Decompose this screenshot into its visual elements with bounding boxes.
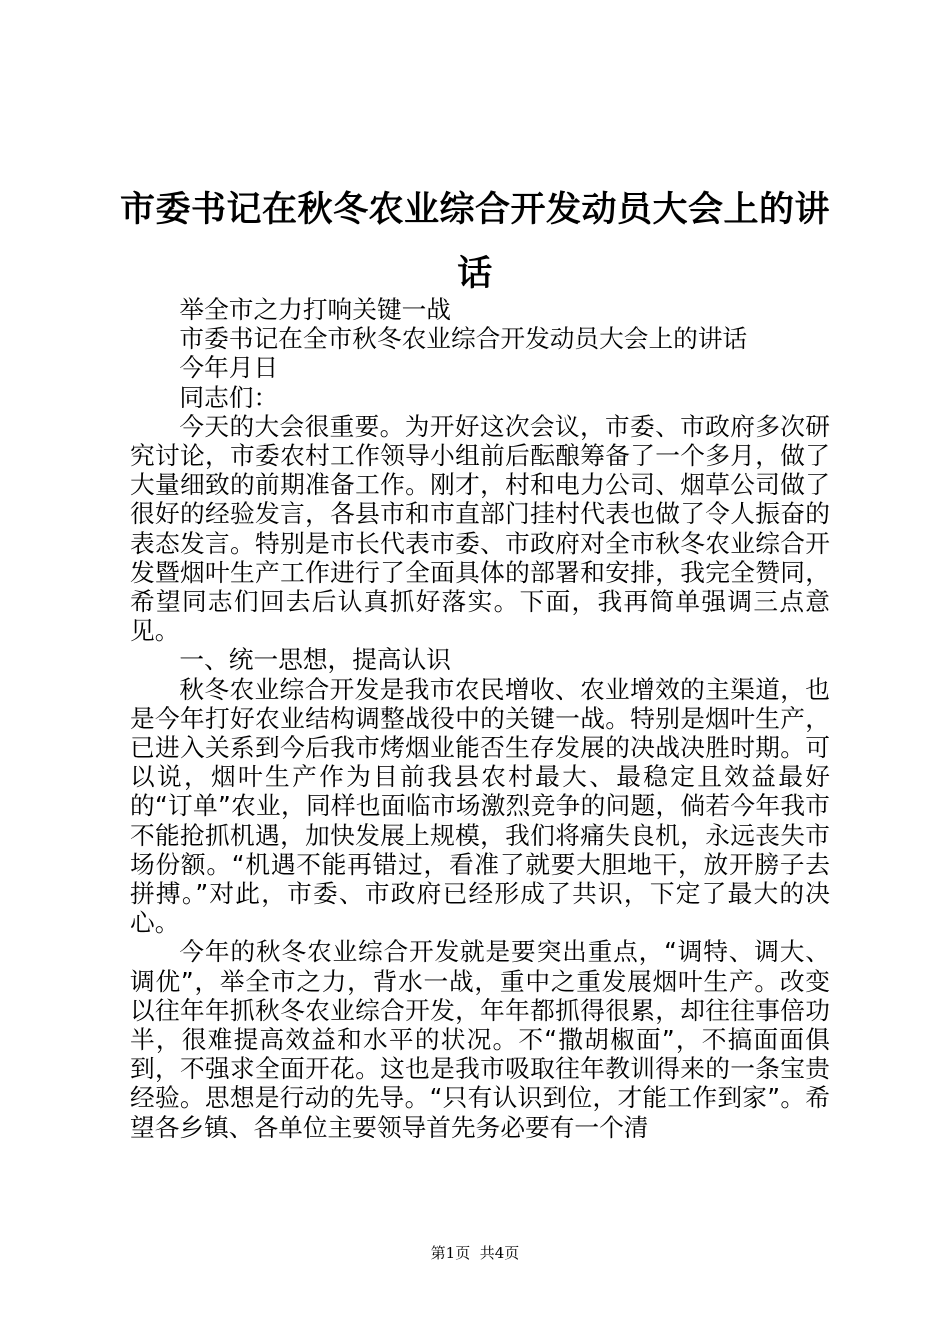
subtitle-slogan: 举全市之力打响关键一战 — [179, 295, 451, 324]
paragraph-section1-a: 秋冬农业综合开发是我市农民增收、农业增效的主渠道，也是今年打好农业结构调整战役中的关键一战。特别是烟叶生产，已进入关系到今后我市烤烟业能否生存发展的决战决胜时期。可以说，烟叶生产作为目前我县农村最大、最稳定且效益最好的“订单”农业，同样也面临市场激烈竞争的问题，倘若今年我市不能抢抓机遇，加快发展上规模，我们将痛失良机，永远丧失市场份额。“机遇不能再错过，看准了就要大胆地干，放开膀子去拼搏。”对此，市委、市政府已经形成了共识，下定了最大的决心。 — [130, 674, 830, 938]
date-line: 今年月日 — [179, 353, 279, 383]
subtitle-speech: 市委书记在全市秋冬农业综合开发动员大会上的讲话 — [179, 324, 748, 354]
section-heading-1: 一、统一思想，提高认识 — [179, 645, 451, 675]
paragraph-section1-b: 今年的秋冬农业综合开发就是要突出重点，“调特、调大、调优”，举全市之力，背水一战，重中之重发展烟叶生产。改变以往年年抓秋冬农业综合开发，年年都抓得很累，却往往事倍功半，很难提高效益和水平的状况。不“撒胡椒面”，不搞面面俱到，不强求全面开花。这也是我市吸取往年教训得来的一条宝贵经验。思想是行动的先导。“只有认识到位，才能工作到家”。希望各乡镇、各单位主要领导首先务必要有一个清 — [130, 937, 830, 1142]
page-total: 共4页 — [479, 1244, 520, 1262]
document-title: 市委书记在秋冬农业综合开发动员大会上的讲话 — [120, 189, 831, 294]
page-footer — [0, 1243, 950, 1263]
document-body — [130, 295, 830, 1142]
paragraph-intro: 今天的大会很重要。为开好这次会议，市委、市政府多次研究讨论，市委农村工作领导小组前后酝酿筹备了一个多月，做了大量细致的前期准备工作。刚才，村和电力公司、烟草公司做了很好的经验发言，各县市和市直部门挂村代表也做了令人振奋的表态发言。特别是市长代表市委、市政府对全市秋冬农业综合开发暨烟叶生产工作进行了全面具体的部署和安排，我完全赞同，希望同志们回去后认真抓好落实。下面，我再简单强调三点意见。 — [130, 411, 830, 646]
salutation: 同志们： — [179, 382, 279, 412]
page-number: 第1页 — [430, 1244, 471, 1262]
